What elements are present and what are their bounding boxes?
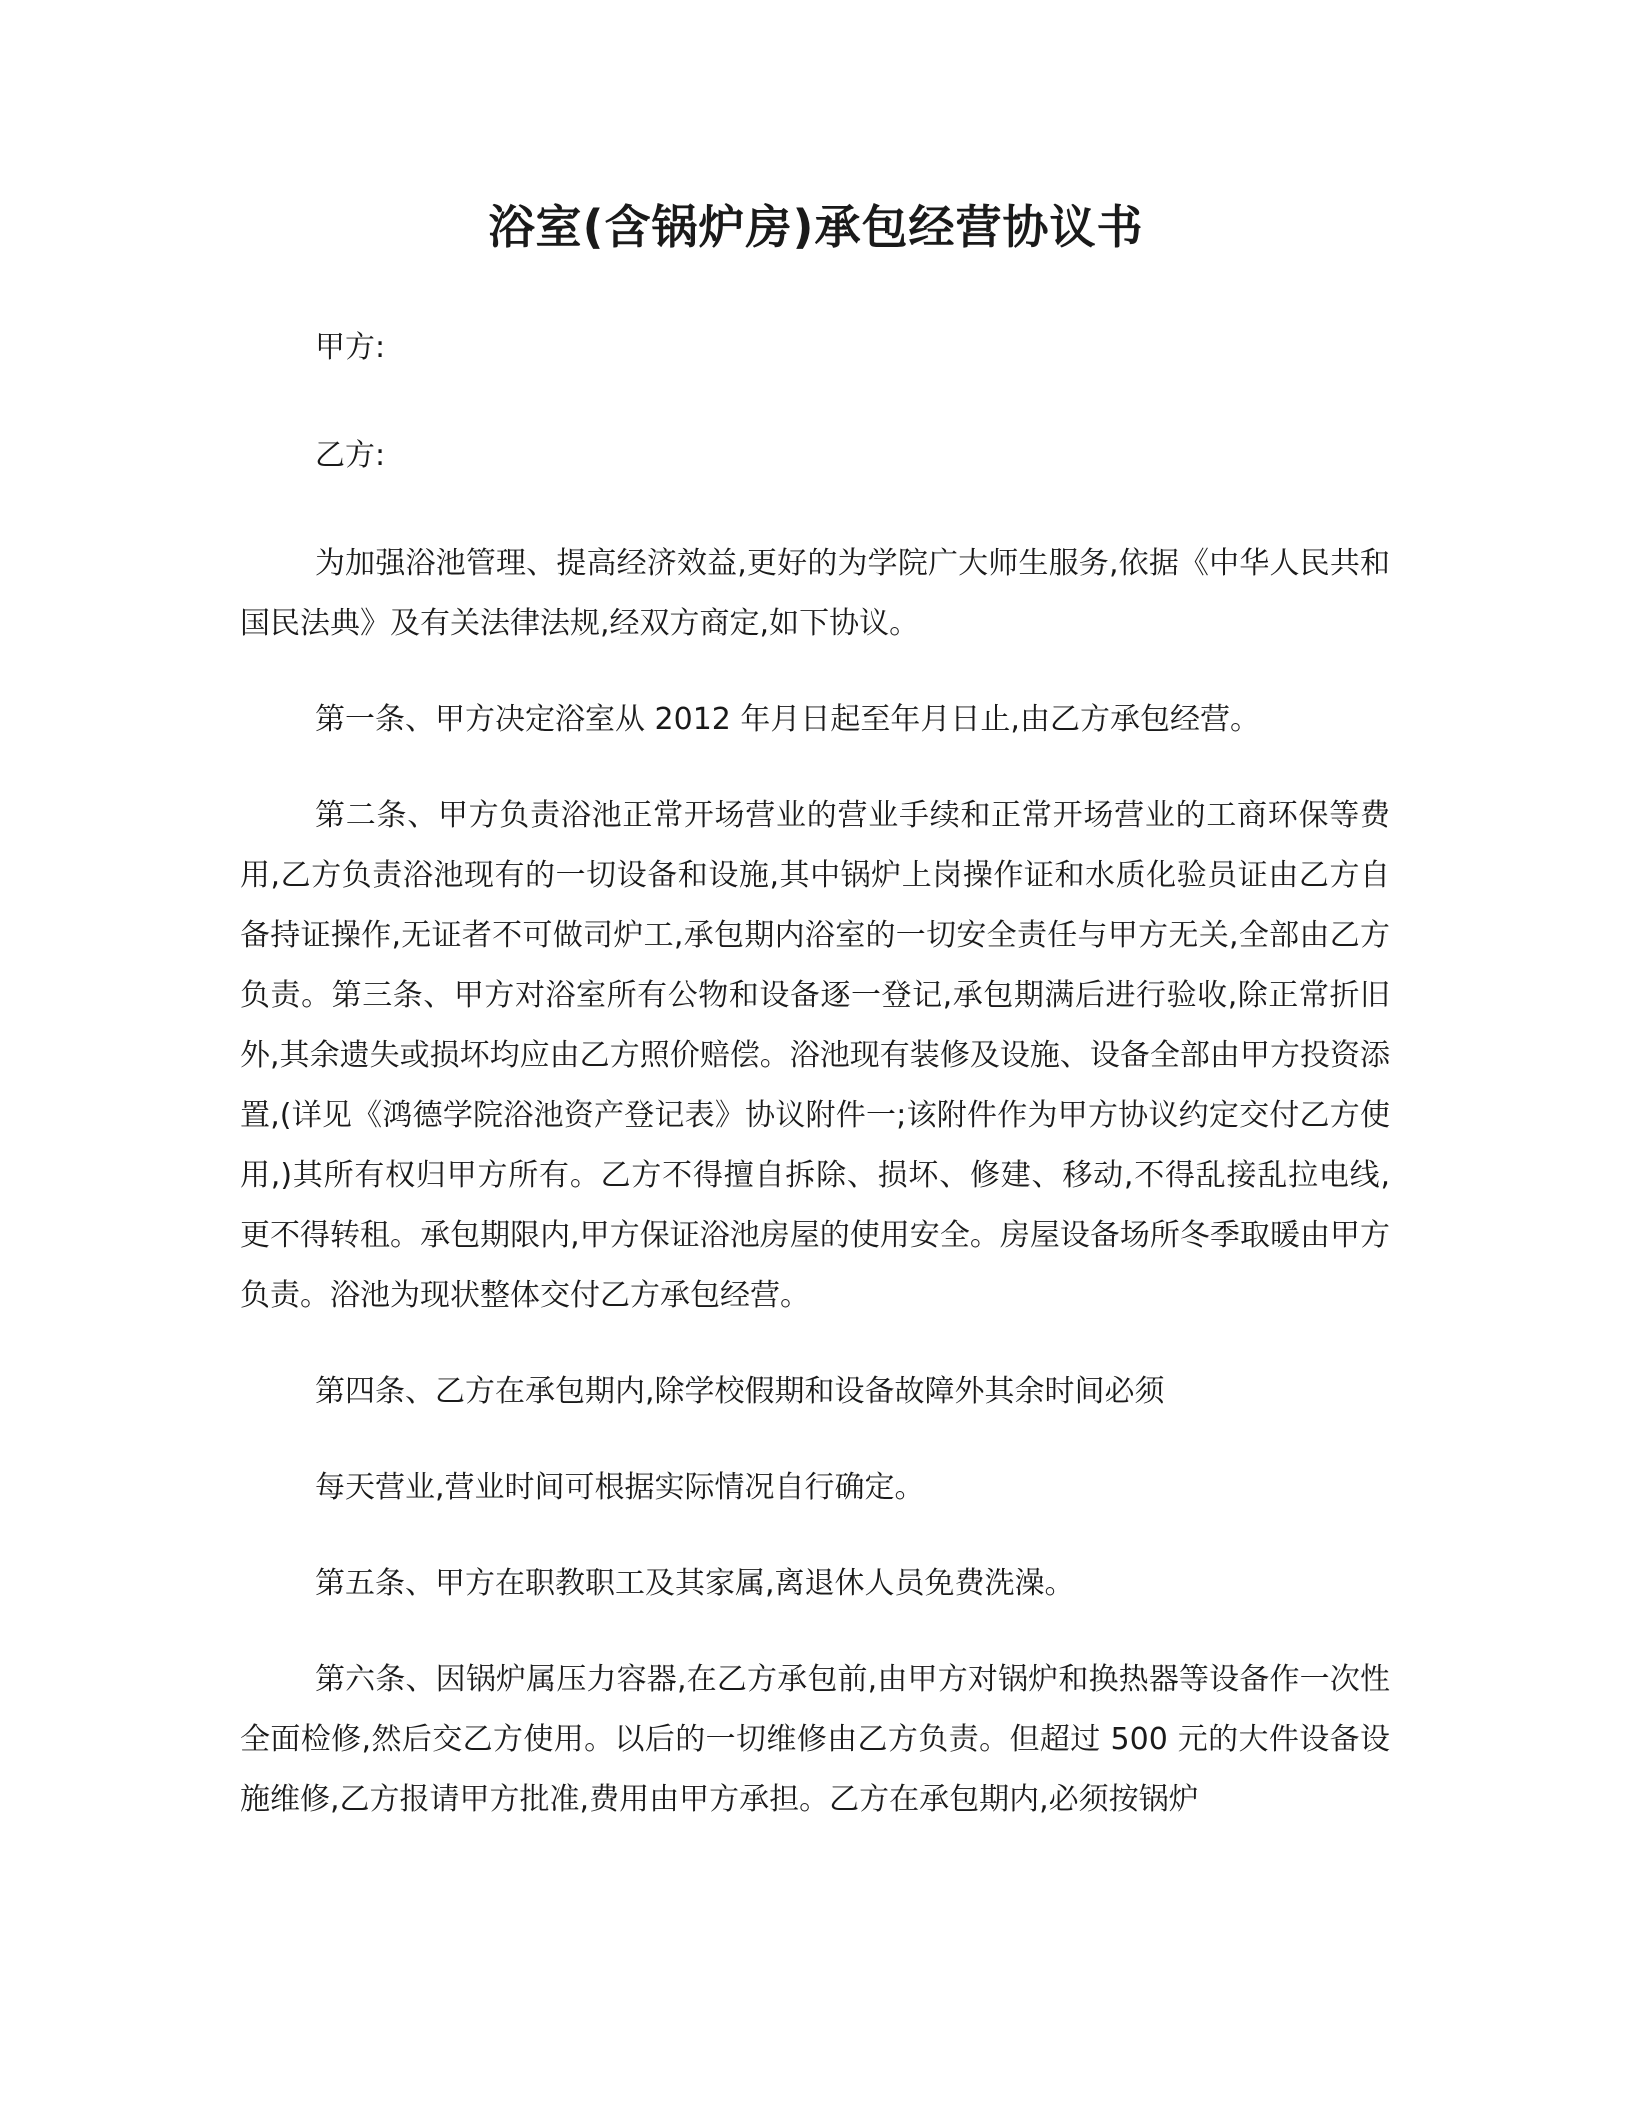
paragraph-article-2-3: 第二条、甲方负责浴池正常开场营业的营业手续和正常开场营业的工商环保等费用,乙方负责浴池现有的一切设备和设施,其中锅炉上岗操作证和水质化验员证由乙方自备持证操作,无证者不可做司炉工,承包期内浴室的一切安全责任与甲方无关,全部由乙方负责。第三条、甲方对浴室所有公物和设备逐一登记,承包期满后进行验收,除正常折旧外,其余遗失或损坏均应由乙方照价赔偿。浴池现有装修及设施、设备全部由甲方投资添置,(详见《鸿德学院浴池资产登记表》协议附件一;该附件作为甲方协议约定交付乙方使用,)其所有权归甲方所有。乙方不得擅自拆除、损坏、修建、移动,不得乱接乱拉电线,更不得转租。承包期限内,甲方保证浴池房屋的使用安全。房屋设备场所冬季取暖由甲方负责。浴池为现状整体交付乙方承包经营。 — [240, 798, 1390, 1313]
paragraph-article-6: 第六条、因锅炉属压力容器,在乙方承包前,由甲方对锅炉和换热器等设备作一次性全面检修,然后交乙方使用。以后的一切维修由乙方负责。但超过 500 元的大件设备设施维修,乙方报请甲方批准,费用由甲方承担。乙方在承包期内,必须按锅炉 — [240, 1662, 1390, 1817]
document-title: 浴室(含锅炉房)承包经营协议书 — [488, 200, 1144, 254]
party-a-line: 甲方: — [315, 330, 386, 365]
paragraph-preamble: 为加强浴池管理、提高经济效益,更好的为学院广大师生服务,依据《中华人民共和国民法典》及有关法律法规,经双方商定,如下协议。 — [240, 546, 1390, 641]
paragraph-article-4-continued: 每天营业,营业时间可根据实际情况自行确定。 — [315, 1470, 925, 1505]
document-body — [240, 318, 1390, 1866]
party-b-line: 乙方: — [315, 438, 386, 473]
paragraph-article-1: 第一条、甲方决定浴室从 2012 年月日起至年月日止,由乙方承包经营。 — [315, 702, 1260, 737]
paragraph-article-5: 第五条、甲方在职教职工及其家属,离退休人员免费洗澡。 — [315, 1566, 1075, 1601]
paragraph-article-4: 第四条、乙方在承包期内,除学校假期和设备故障外其余时间必须 — [315, 1374, 1165, 1409]
